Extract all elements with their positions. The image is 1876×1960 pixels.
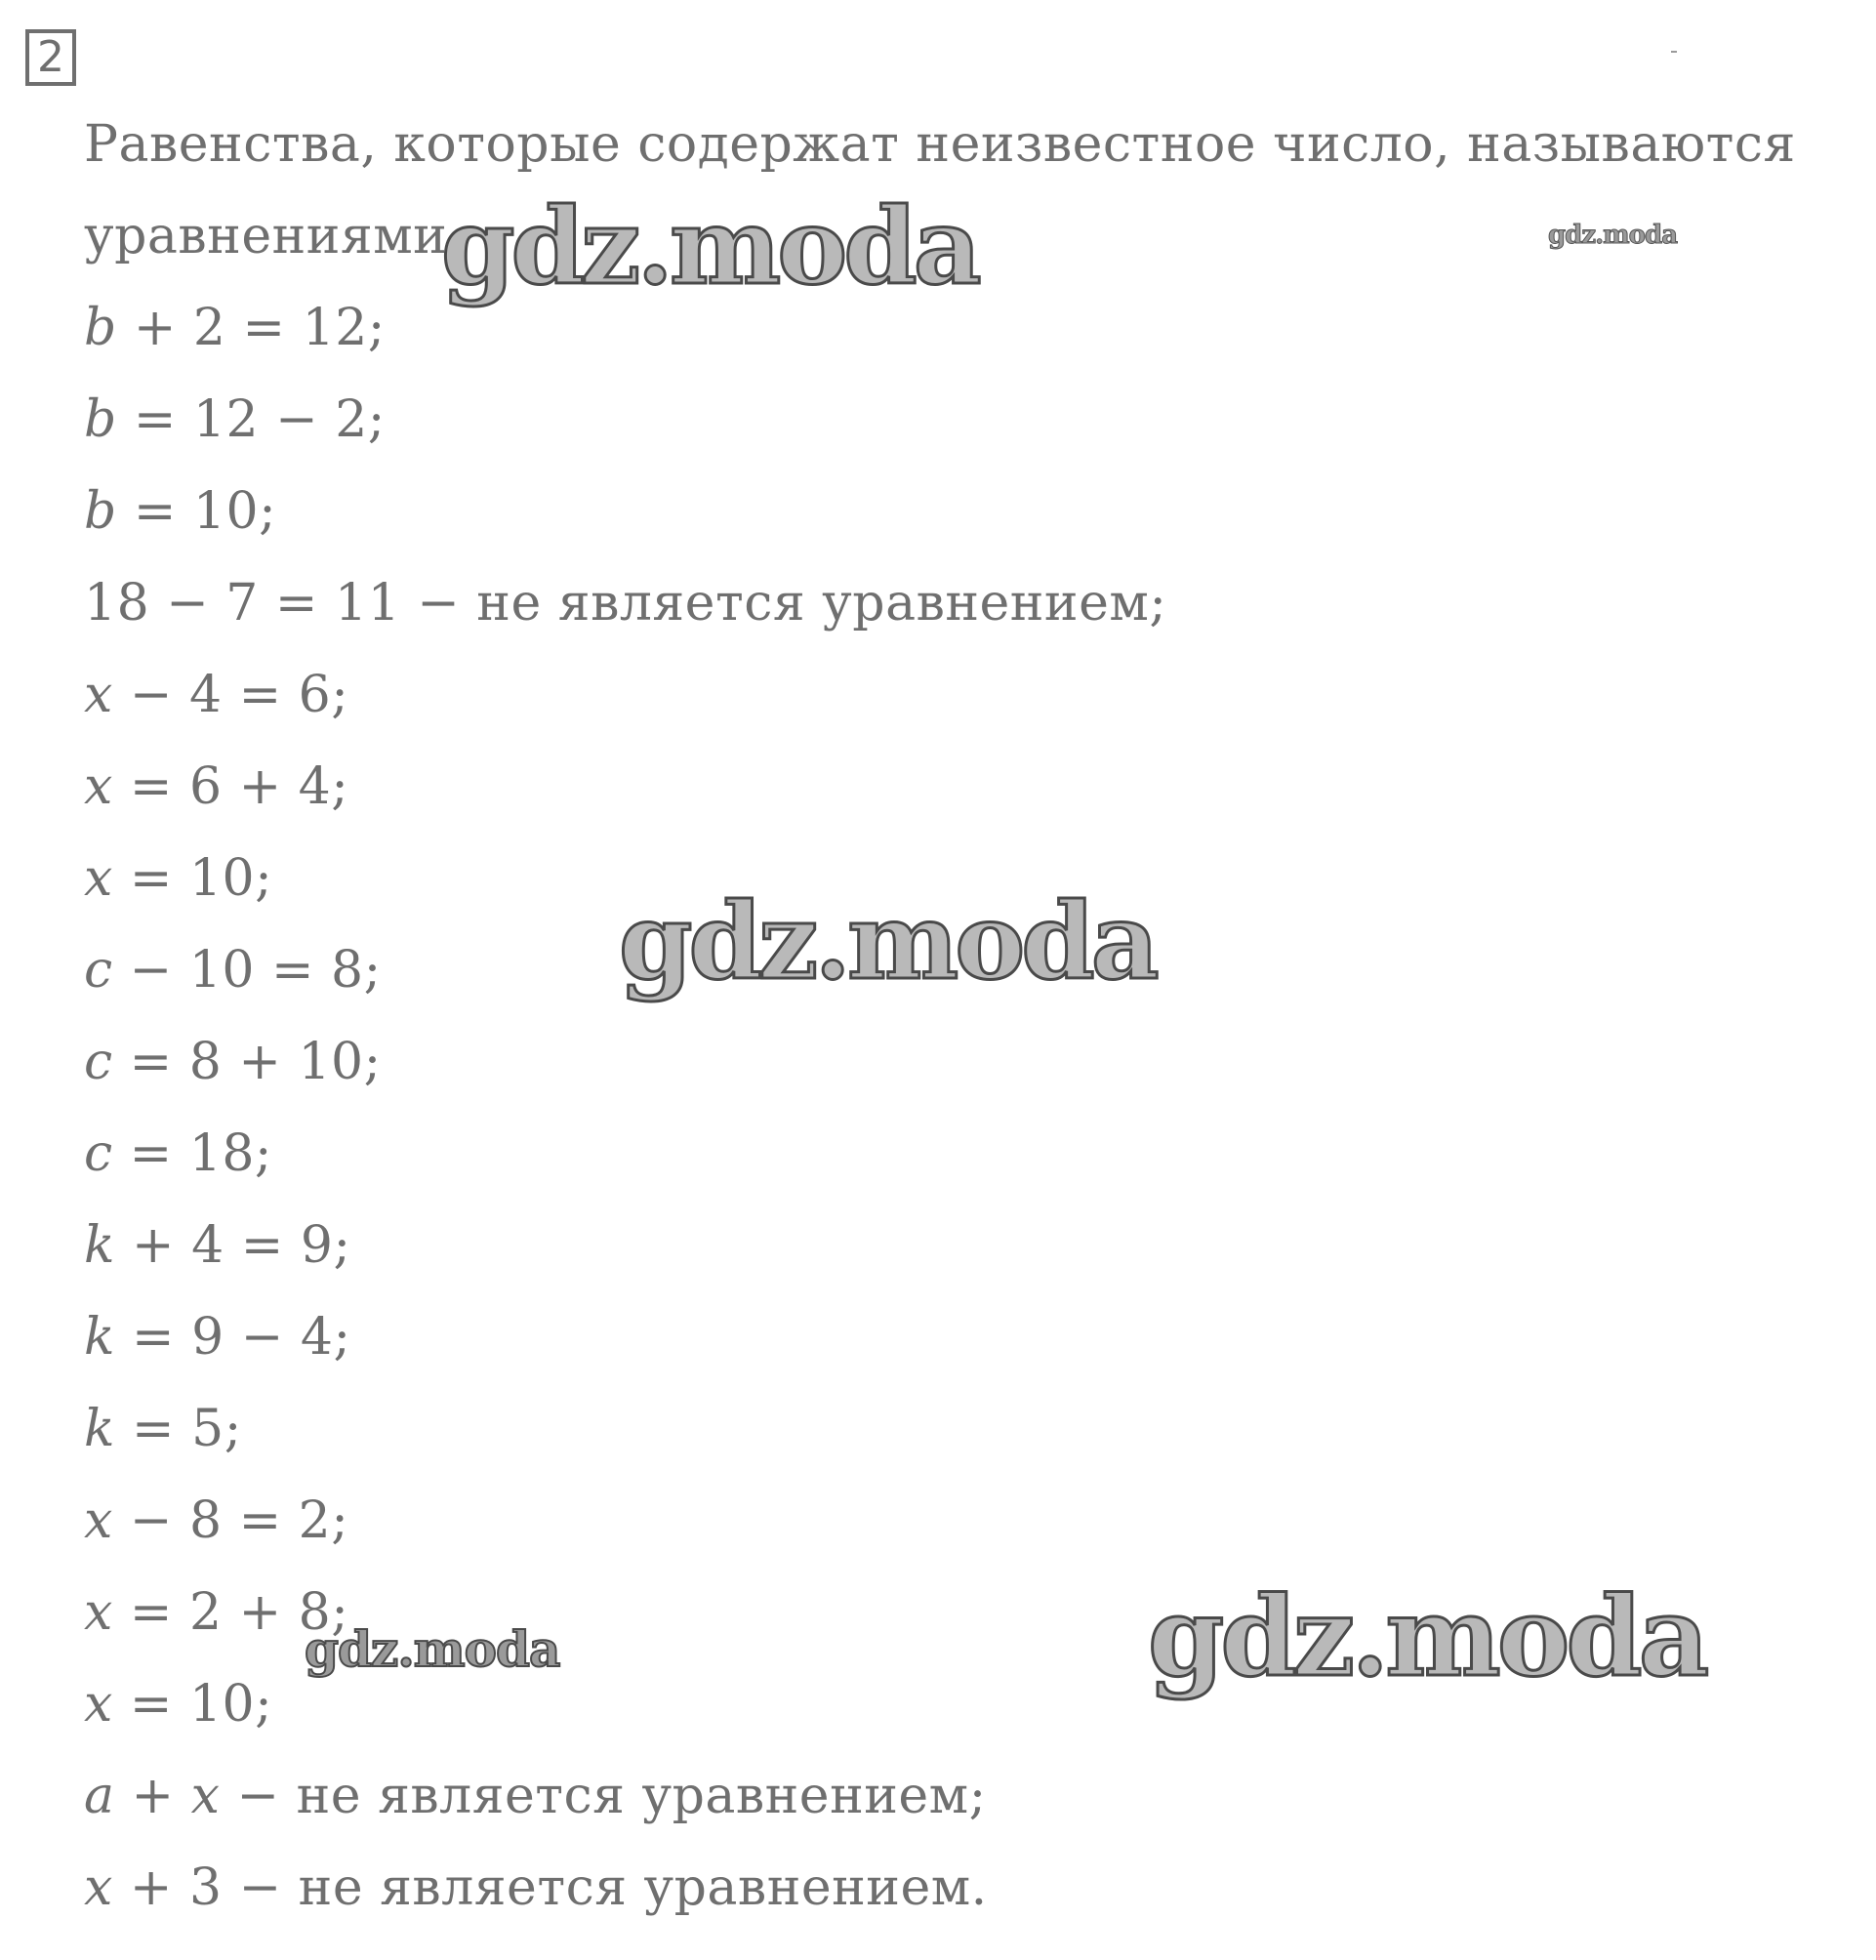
watermark-logo: gdz.moda bbox=[619, 880, 1156, 1003]
expression: = 18; bbox=[112, 1124, 272, 1183]
expression: = 10; bbox=[112, 1675, 273, 1734]
expression: + 4 = 9; bbox=[115, 1216, 351, 1275]
variable: b bbox=[84, 390, 117, 449]
equation-line bbox=[84, 1298, 1743, 1390]
variable: c bbox=[84, 1124, 113, 1183]
expression: = 5; bbox=[115, 1400, 242, 1458]
watermark-logo: gdz.moda bbox=[1148, 1573, 1706, 1701]
variable: x bbox=[84, 1675, 113, 1734]
watermark-logo-small: gdz.moda bbox=[1548, 221, 1678, 250]
variable: x bbox=[84, 1583, 113, 1642]
variable: x bbox=[84, 849, 113, 908]
watermark-logo: gdz.moda bbox=[441, 185, 978, 308]
expression: + bbox=[114, 1767, 191, 1825]
variable: a bbox=[84, 1767, 115, 1825]
expression: − 10 = 8; bbox=[112, 941, 382, 1000]
variable: b bbox=[84, 482, 117, 541]
equation-line bbox=[84, 748, 1743, 839]
equation-line bbox=[84, 381, 1743, 472]
equation-line bbox=[84, 656, 1743, 748]
expression: = 10; bbox=[116, 482, 277, 541]
variable: x bbox=[84, 1858, 113, 1917]
equation-line bbox=[84, 1206, 1743, 1298]
equation-line bbox=[84, 1115, 1743, 1206]
variable: x bbox=[84, 757, 113, 816]
variable: c bbox=[84, 1033, 113, 1091]
expression: = 8 + 10; bbox=[112, 1033, 382, 1091]
expression: 18 − 7 = 11 − не является уравнением; bbox=[84, 574, 1167, 633]
watermark-logo-medium: gdz.moda bbox=[305, 1620, 560, 1678]
variable: k bbox=[84, 1400, 116, 1458]
variable: x bbox=[84, 666, 113, 724]
variable: k bbox=[84, 1308, 116, 1367]
equation-line bbox=[84, 1482, 1743, 1573]
equation-line bbox=[84, 472, 1743, 564]
equation-line bbox=[84, 1390, 1743, 1482]
expression: = 6 + 4; bbox=[112, 757, 349, 816]
expression: = 9 − 4; bbox=[115, 1308, 351, 1367]
expression: − 4 = 6; bbox=[112, 666, 349, 724]
equation-line bbox=[84, 1757, 1743, 1849]
expression: − не является уравнением; bbox=[220, 1767, 987, 1825]
definition-line-1: Равенства, которые содержат неизвестное число, называются bbox=[84, 115, 1796, 174]
equation-line bbox=[84, 1023, 1743, 1115]
expression: = 12 − 2; bbox=[116, 390, 386, 449]
expression: − 8 = 2; bbox=[112, 1491, 349, 1550]
variable: k bbox=[84, 1216, 116, 1275]
expression: + 3 − не является уравнением. bbox=[112, 1858, 988, 1917]
expression: + 2 = 12; bbox=[116, 299, 386, 357]
variable: c bbox=[84, 941, 113, 1000]
equation-line bbox=[84, 1849, 1743, 1940]
expression: = 2 + 8; bbox=[112, 1583, 349, 1642]
task-number-box: 2 bbox=[25, 29, 76, 86]
variable: x bbox=[190, 1767, 221, 1825]
variable: x bbox=[84, 1491, 113, 1550]
variable: b bbox=[84, 299, 117, 357]
expression: = 10; bbox=[112, 849, 273, 908]
equation-line bbox=[84, 564, 1743, 656]
definition-line-2: уравнениями. bbox=[84, 207, 465, 265]
corner-mark bbox=[1671, 51, 1677, 53]
